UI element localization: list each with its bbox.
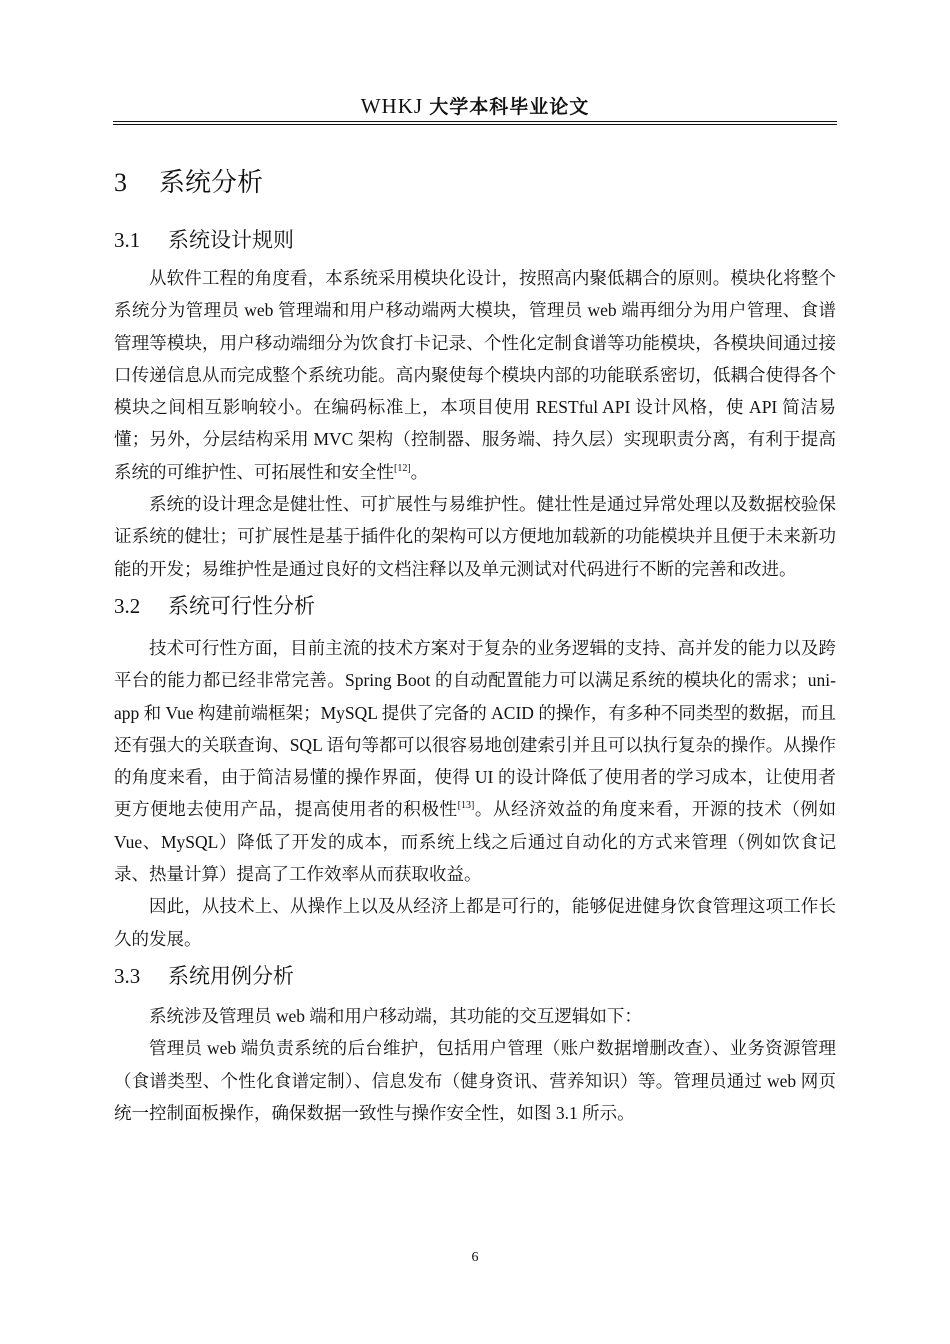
header-prefix: WHKJ bbox=[360, 94, 424, 118]
paragraph-admin-web: 管理员 web 端负责系统的后台维护，包括用户管理（账户数据增删改查）、业务资源管理（食谱类型、个性化食谱定制）、信息发布（健身资讯、营养知识）等。管理员通过 web 网页统一控制面板操作，确保数据一致性与操作安全性，如图 3.1 所示。 bbox=[114, 1038, 836, 1123]
header-rule-thick bbox=[113, 121, 837, 122]
page-number: 6 bbox=[471, 1250, 479, 1265]
paragraph-text: 从软件工程的角度看，本系统采用模块化设计，按照高内聚低耦合的原则。模块化将整个系统分为管理员 web 管理端和用户移动端两大模块，管理员 web 端再细分为用户管理、食谱管理等模块，用户移动端细分为饮食打卡记录、个性化定制食谱等功能模块，各模块间通过接口传递信息从而完成整个系统功能。高内聚使每个模块内部的功能联系密切，低耦合使得各个模块之间相互影响较小。在编码标准上，本项目使用 RESTful API 设计风格，使 API 简洁易懂；另外，分层结构采用 MVC 架构（控制器、服务端、持久层）实现职责分离，有利于提高系统的可维护性、可拓展性和安全性 bbox=[114, 268, 836, 482]
paragraph-design-philosophy: 系统的设计理念是健壮性、可扩展性与易维护性。健壮性是通过异常处理以及数据校验保证系统的健壮；可扩展性是基于插件化的架构可以方便地加载新的功能模块并且便于未来新功能的开发；易维护性是通过良好的文档注释以及单元测试对代码进行不断的完善和改进。 bbox=[114, 494, 836, 579]
section-number: 3.2 bbox=[114, 593, 141, 618]
paragraph-text-end: 。从经济效益的角度来看，开源的技术（例如 Vue、MySQL）降低了开发的成本，而系统上线之后通过自动化的方式来管理（例如饮食记录、热量计算）提高了工作效率从而获取收益。 bbox=[114, 799, 837, 885]
section-heading-3-2 bbox=[114, 594, 836, 618]
chapter-heading bbox=[114, 160, 836, 206]
paragraph-design-rules bbox=[114, 262, 836, 488]
header-rule-thin bbox=[113, 124, 837, 125]
paragraph-text-end: 。 bbox=[410, 461, 429, 482]
section-number: 3.1 bbox=[114, 228, 141, 252]
chapter-title: 系统分析 bbox=[159, 168, 264, 198]
running-header bbox=[113, 92, 837, 119]
section-heading-3-3 bbox=[114, 964, 836, 988]
paragraph-text: 技术可行性方面，目前主流的技术方案对于复杂的业务逻辑的支持、高并发的能力以及跨平台的能力都已经非常完善。Spring Boot 的自动配置能力可以满足系统的模块化的需求；uni-app 和 Vue 构建前端框架；MySQL 提供了完备的 ACID 的操作，有多种不同类型的数据，而且还有强大的关联查询、SQL 语句等都可以很容易地创建索引并且可以执行复杂的操作。从操作的角度来看，由于简洁易懂的操作界面，使得 UI 的设计降低了使用者的学习成本，让使用者更方便地去使用产品，提高使用者的积极性 bbox=[114, 637, 836, 820]
section-number: 3.3 bbox=[114, 963, 141, 988]
citation-13: [13] bbox=[457, 800, 475, 812]
citation-12: [12] bbox=[394, 462, 411, 474]
paragraph-feasibility-conclusion: 因此，从技术上、从操作上以及从经济上都是可行的，能够促进健身饮食管理这项工作长久的发展。 bbox=[114, 896, 836, 949]
section-heading-3-1 bbox=[114, 228, 836, 252]
section-title: 系统用例分析 bbox=[168, 963, 294, 988]
section-title: 系统设计规则 bbox=[168, 228, 294, 252]
page-body bbox=[114, 160, 836, 1129]
paragraph-use-case-intro: 系统涉及管理员 web 端和用户移动端，其功能的交互逻辑如下： bbox=[149, 1005, 642, 1026]
section-title: 系统可行性分析 bbox=[168, 593, 315, 618]
chapter-number: 3 bbox=[114, 168, 127, 197]
paragraph-feasibility bbox=[114, 632, 836, 890]
header-title: 大学本科毕业论文 bbox=[429, 96, 590, 118]
